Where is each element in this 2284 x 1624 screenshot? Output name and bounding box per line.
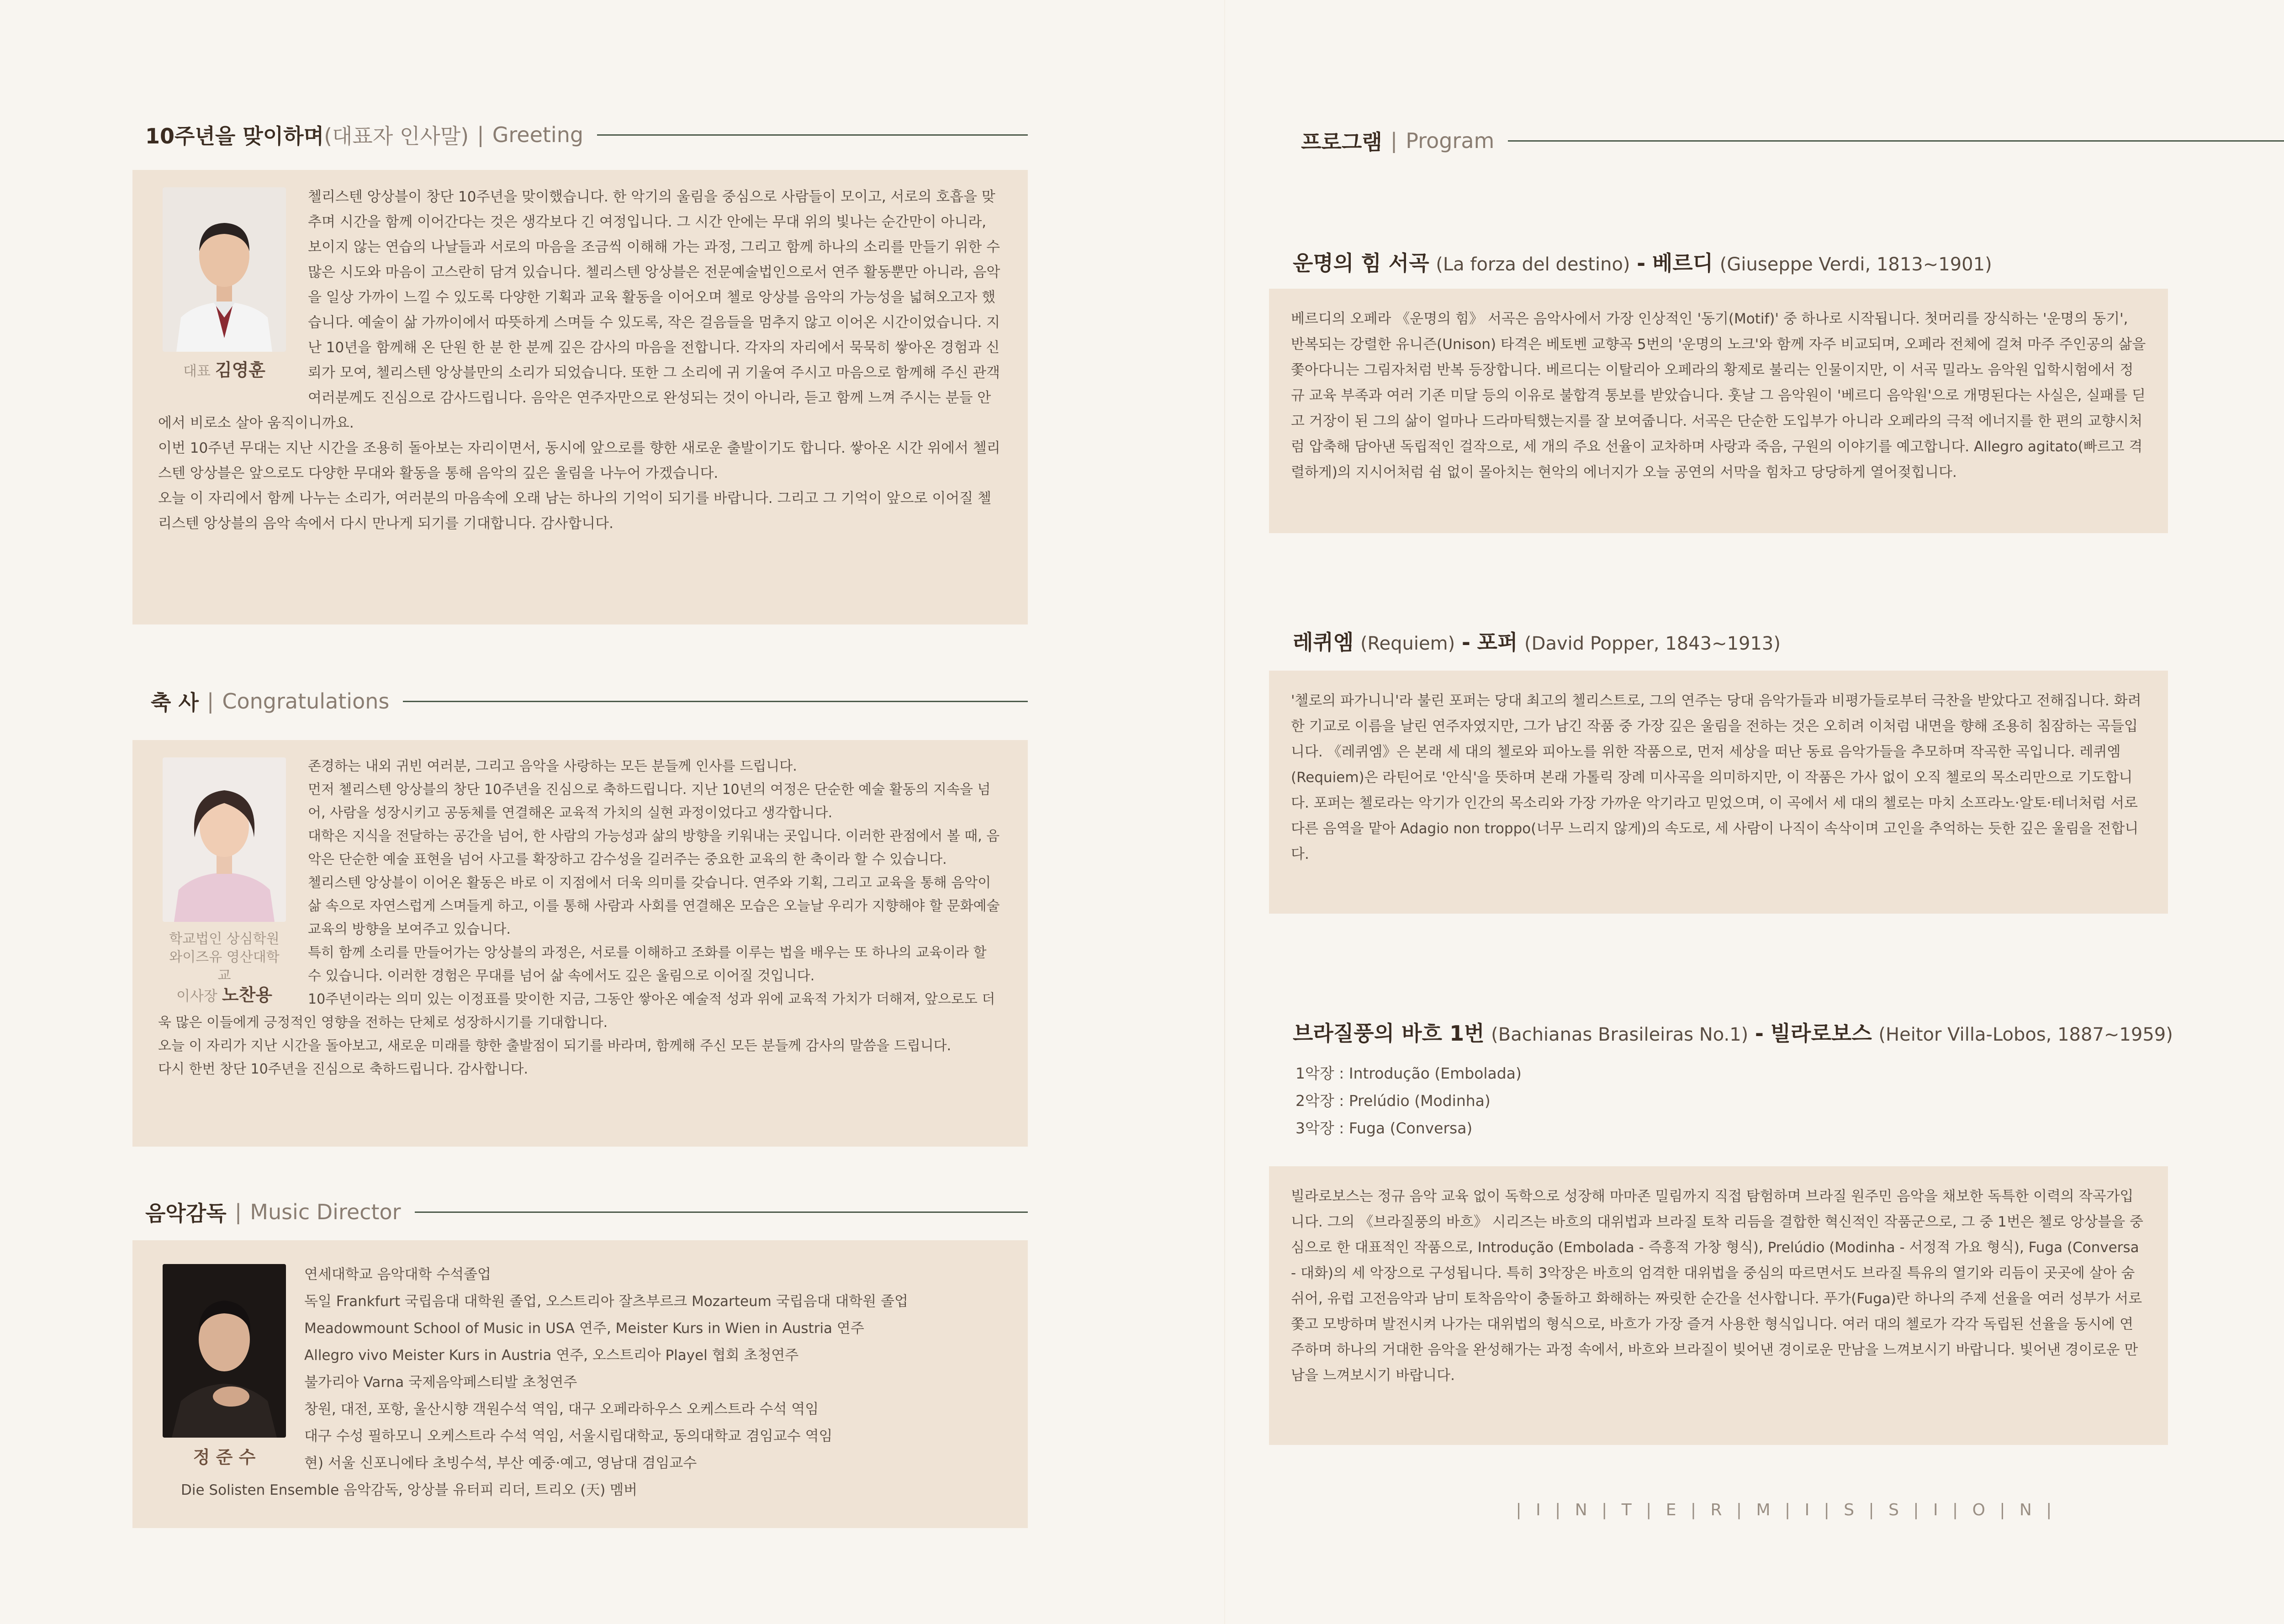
director-portrait [163, 1264, 286, 1438]
chairman-role: 이사장 [176, 988, 217, 1005]
heading-separator: | [1390, 128, 1398, 153]
congrats-photo [163, 757, 286, 1006]
greeting-title: 10주년을 맞이하며 [145, 124, 324, 148]
director-bio-line: Die Solisten Ensemble 음악감독, 앙상블 유터피 리더, 트리오 (天) 멤버 [181, 1482, 638, 1498]
president-portrait [163, 187, 286, 352]
heading-rule [1508, 140, 2284, 142]
greeting-signature [163, 360, 286, 381]
greeting-paragraph: 이번 10주년 무대는 지난 시간을 조용히 돌아보는 자리이면서, 동시에 앞으로를 향한 새로운 출발이기도 합니다. 쌓아온 시간 위에서 첼리스텐 앙상블은 앞으로도 다양한 무대와 활동을 통해 음악의 깊은 울림을 나누어 가겠습니다. [158, 440, 1000, 481]
piece-title [1293, 626, 1781, 656]
congrats-paragraph: 첼리스텐 앙상블이 이어온 활동은 바로 이 지점에서 더욱 의미를 갖습니다. 연주와 기획, 그리고 교육을 통해 음악이 삶 속으로 자연스럽게 스며들게 하고, 이를 통해 사람과 사회를 연결해온 모습은 오늘날 우리가 지향해야 할 문화예술 교육의 방향을 보여주고 있습니다. [308, 875, 1000, 937]
director-name: 정 준 수 [193, 1447, 256, 1467]
heading-rule [403, 701, 1028, 702]
title-dash: - [1637, 251, 1646, 275]
chairman-name: 노찬용 [222, 985, 272, 1005]
president-role: 대표 [183, 363, 211, 380]
director-title: 음악감독 [145, 1201, 227, 1226]
movement-item: 3악장 : Fuga (Conversa) [1295, 1119, 1473, 1137]
piece-notes: 빌라로보스는 정규 음악 교육 없이 독학으로 성장해 마마존 밀림까지 직접 탐험하며 브라질 원주민 음악을 채보한 독특한 이력의 작곡가입니다. 그의 《브라질풍의 바흐》 시리즈는 바흐의 대위법과 브라질 토착 리듬을 결합한 혁신적인 작품군으로, 그 중 1번은 첼로 앙상블을 중심으로 한 대표적인 작품으로, Introdução (Embolada - 즉흥적 가창 형식), Prelúdio (Modinha - 서정적 가요 형식), Fuga (Conversa - 대화)의 세 악장으로 구성됩니다. 특히 3악장은 바흐의 엄격한 대위법을 중심의 따르면서도 브라질 특유의 열기와 리듬이 곳곳에 살아 숨 쉬어, 유럽 고전음악과 남미 토착음악이 충돌하고 화해하는 짜릿한 순간을 선사합니다. 푸가(Fuga)란 하나의 주제 선율을 여러 성부가 서로 쫓고 모방하며 발전시켜 나가는 대위법의 형식으로, 바흐가 가장 즐겨 사용한 형식입니다. 여러 대의 첼로가 각각 독립된 선율을 동시에 연주하며 하나의 거대한 음악을 완성해가는 과정 속에서, 바흐와 브라질이 빚어낸 경이로운 만남을 느껴보시기 바랍니다. 빛어낸 경이로운 만남을 느껴보시기 바랍니다. [1269, 1166, 2168, 1445]
director-bio-line: 창원, 대전, 포항, 울산시향 객원수석 역임, 대구 오페라하우스 오케스트라 수석 역임 [304, 1401, 819, 1418]
greeting-subtitle: (대표자 인사말) [324, 124, 469, 148]
movement-list [1295, 1060, 1522, 1142]
greeting-photo [163, 187, 286, 381]
president-name: 김영훈 [215, 360, 266, 380]
chairman-affiliation: 학교법인 상심학원 [169, 931, 280, 947]
congrats-paragraph: 오늘 이 자리가 지난 시간을 돌아보고, 새로운 미래를 향한 출발점이 되기를 바라며, 함께해 주신 모든 분들께 감사의 말씀을 드립니다. [158, 1038, 952, 1054]
movement-item: 2악장 : Prelúdio (Modinha) [1295, 1092, 1491, 1110]
congrats-heading [151, 686, 1028, 716]
piece-title [1293, 1017, 2173, 1047]
director-bio-line: Allegro vivo Meister Kurs in Austria 연주, 오스트리아 Playel 협회 초청연주 [304, 1347, 799, 1364]
greeting-paragraph: 첼리스텐 앙상블이 창단 10주년을 맞이했습니다. 한 악기의 울림을 중심으로 사람들이 모이고, 서로의 호흡을 맞추며 시간을 함께 이어간다는 것은 생각보다 긴 여정입니다. 그 시간 안에는 무대 위의 빛나는 순간만이 아니라, 보이지 않는 연습의 나날들과 서로의 마음을 조금씩 이해해 가는 과정, 그리고 함께 하나의 소리를 만들기 위한 수많은 시도와 마음이 고스란히 담겨 있습니다. 첼리스텐 앙상블은 전문예술법인으로서 연주 활동뿐만 아니라, 음악을 일상 가까이 느낄 수 있도록 다양한 기획과 교육 활동을 이어오며 첼로 앙상블 음악의 가능성을 넓혀오고자 했습니다. 예술이 삶 가까이에서 따뜻하게 스며들 수 있도록, 작은 걸음들을 멈추지 않고 이어온 시간이었습니다. 지난 10년을 함께해 온 단원 한 분 한 분께 깊은 감사의 마음을 전합니다. 각자의 자리에서 묵묵히 쌓아온 경험과 신뢰가 모여, 첼리스텐 앙상블만의 소리가 되었습니다. 또한 그 소리에 귀 기울여 주시고 마음으로 함께해 주신 관객 여러분께도 진심으로 감사드립니다. 음악은 연주자만으로 완성되는 것이 아니라, 듣고 함께 느껴 주시는 분들 안에서 비로소 살아 움직이니까요. [158, 189, 1000, 431]
director-bio-line: 독일 Frankfurt 국립음대 대학원 졸업, 오스트리아 잘츠부르크 Mozarteum 국립음대 대학원 졸업 [304, 1293, 908, 1310]
heading-separator: | [477, 122, 484, 147]
program-title: 프로그램 [1301, 130, 1382, 154]
composer-en: (Heitor Villa-Lobos, 1887~1959) [1878, 1024, 2173, 1045]
congrats-paragraph: 먼저 첼리스텐 앙상블의 창단 10주년을 진심으로 축하드립니다. 지난 10년의 여정은 단순한 예술 활동의 지속을 넘어, 사람을 성장시키고 공동체를 연결해온 교육적 가치의 실현 과정이었다고 생각합니다. [308, 782, 991, 821]
composer-ko: 빌라로보스 [1770, 1021, 1872, 1046]
greeting-heading [145, 120, 1028, 150]
greeting-box [132, 170, 1028, 624]
congrats-paragraph: 특히 함께 소리를 만들어가는 앙상블의 과정은, 서로를 이해하고 조화를 이루는 법을 배우는 또 하나의 교육이라 할 수 있습니다. 이러한 경험은 무대를 넘어 삶 속에서도 깊은 울림으로 이어질 것입니다. [308, 945, 987, 984]
composer-ko: 베르디 [1652, 251, 1713, 275]
program-heading [1301, 126, 2284, 156]
director-photo [163, 1264, 286, 1471]
piece-title-orig: (Bachianas Brasileiras No.1) [1491, 1024, 1749, 1045]
piece-title-ko: 운명의 힘 서곡 [1293, 251, 1429, 275]
chairman-affiliation: 와이즈유 영산대학교 [169, 949, 280, 984]
director-heading [145, 1197, 1028, 1227]
piece-title [1293, 247, 1992, 277]
intermission-label: | I | N | T | E | R | M | I | S | S | I | O | N | [1516, 1501, 2057, 1519]
composer-ko: 포퍼 [1477, 630, 1518, 655]
director-bio-line: 현) 서울 신포니에타 초빙수석, 부산 예중·예고, 영남대 겸임교수 [304, 1455, 697, 1471]
heading-rule [415, 1211, 1028, 1213]
title-dash: - [1755, 1021, 1764, 1046]
piece-title-orig: (La forza del destino) [1436, 254, 1630, 275]
piece-notes: '첼로의 파가니니'라 불린 포퍼는 당대 최고의 첼리스트로, 그의 연주는 당대 음악가들과 비평가들로부터 극찬을 받았다고 전해집니다. 화려한 기교로 이름을 날린 연주자였지만, 그가 남긴 작품 중 가장 깊은 울림을 전하는 것은 오히려 이처럼 내면을 향해 조용히 침잠하는 곡들입니다. 《레퀴엠》은 본래 세 대의 첼로와 피아노를 위한 작품으로, 먼저 세상을 떠난 동료 음악가들을 추모하며 작곡한 곡입니다. 레퀴엠(Requiem)은 라틴어로 '안식'을 뜻하며 본래 가톨릭 장례 미사곡을 의미하지만, 이 작품은 가사 없이 오직 첼로의 목소리만으로 기도합니다. 포퍼는 첼로라는 악기가 인간의 목소리와 가장 가까운 악기라고 믿었으며, 이 곡에서 세 대의 첼로는 마치 소프라노·알토·테너처럼 서로 다른 음역을 맡아 Adagio non troppo(너무 느리지 않게)의 속도로, 세 사람이 나직이 속삭이며 고인을 추억하는 듯한 깊은 울림을 전합니다. [1269, 671, 2168, 914]
title-dash: - [1461, 630, 1470, 655]
congrats-paragraph: 대학은 지식을 전달하는 공간을 넘어, 한 사람의 가능성과 삶의 방향을 키워내는 곳입니다. 이러한 관점에서 볼 때, 음악은 단순한 예술 표현을 넘어 사고를 확장하고 감수성을 길러주는 중요한 교육의 한 축이라 할 수 있습니다. [308, 828, 1000, 868]
heading-separator: | [206, 689, 214, 714]
piece-notes: 베르디의 오페라 《운명의 힘》 서곡은 음악사에서 가장 인상적인 '동기(Motif)' 중 하나로 시작됩니다. 첫머리를 장식하는 '운명의 동기', 반복되는 강렬한 유니즌(Unison) 타격은 베토벤 교향곡 5번의 '운명의 노크'와 함께 자주 비교되며, 오페라 전체에 걸쳐 마주 주인공의 삶을 쫓아다니는 그림자처럼 반복 등장합니다. 베르디는 이탈리아 오페라의 황제로 불리는 인물이지만, 이 서곡 밀라노 음악원 입학시험에서 정규 교육 부족과 여러 기존 미달 등의 이유로 불합격 통보를 받았습니다. 훗날 그 음악원이 '베르디 음악원'으로 개명된다는 사실은, 실패를 딛고 거장이 된 그의 삶이 얼마나 드라마틱했는지를 잘 보여줍니다. 서곡은 단순한 도입부가 아니라 오페라의 극적 에너지를 한 편의 교향시처럼 압축해 담아낸 독립적인 걸작으로, 세 개의 주요 선율이 교차하며 사랑과 죽음, 구원의 이야기를 예고합니다. Allegro agitato(빠르고 격렬하게)의 지시어처럼 쉼 없이 몰아치는 현악의 에너지가 오늘 공연의 서막을 힘차고 당당하게 열어젖힙니다. [1269, 289, 2168, 533]
chairman-signature [163, 985, 286, 1006]
heading-rule [597, 134, 1028, 136]
piece-title-ko: 브라질풍의 바흐 1번 [1293, 1021, 1485, 1046]
director-bio-line: 불가리아 Varna 국제음악페스티발 초청연주 [304, 1374, 577, 1391]
congrats-title-en: Congratulations [222, 689, 390, 714]
program-title-en: Program [1406, 128, 1495, 153]
composer-en: (Giuseppe Verdi, 1813~1901) [1719, 254, 1992, 275]
greeting-title-en: Greeting [492, 122, 584, 147]
heading-separator: | [234, 1200, 242, 1224]
congrats-box [132, 740, 1028, 1147]
congrats-paragraph: 존경하는 내외 귀빈 여러분, 그리고 음악을 사랑하는 모든 분들께 인사를 드립니다. [308, 758, 797, 774]
director-bio-line: Meadowmount School of Music in USA 연주, Meister Kurs in Wien in Austria 연주 [304, 1320, 864, 1337]
director-box [132, 1240, 1028, 1528]
director-bio-line: 대구 수성 필하모니 오케스트라 수석 역임, 서울시립대학교, 동의대학교 겸임교수 역임 [304, 1428, 833, 1444]
greeting-paragraph: 오늘 이 자리에서 함께 나누는 소리가, 여러분의 마음속에 오래 남는 하나의 기억이 되기를 바랍니다. 그리고 그 기억이 앞으로 이어질 첼리스텐 앙상블의 음악 속에서 다시 만나게 되기를 기대합니다. 감사합니다. [158, 490, 992, 532]
piece-title-orig: (Requiem) [1360, 633, 1455, 654]
composer-en: (David Popper, 1843~1913) [1524, 633, 1781, 654]
congrats-paragraph: 다시 한번 창단 10주년을 진심으로 축하드립니다. 감사합니다. [158, 1061, 528, 1077]
congrats-title: 축 사 [151, 690, 199, 715]
director-bio-line: 연세대학교 음악대학 수석졸업 [304, 1266, 492, 1283]
movement-item: 1악장 : Introdução (Embolada) [1295, 1064, 1522, 1082]
congrats-paragraph: 10주년이라는 의미 있는 이정표를 맞이한 지금, 그동안 쌓아온 예술적 성과 위에 교육적 가치가 더해져, 앞으로도 더욱 많은 이들에게 긍정적인 영향을 전하는 단체로 성장하시기를 기대합니다. [158, 991, 995, 1031]
piece-title-ko: 레퀴엠 [1293, 630, 1354, 655]
page-fold [1224, 0, 1225, 1624]
chairman-portrait [163, 757, 286, 922]
director-title-en: Music Director [250, 1200, 401, 1224]
